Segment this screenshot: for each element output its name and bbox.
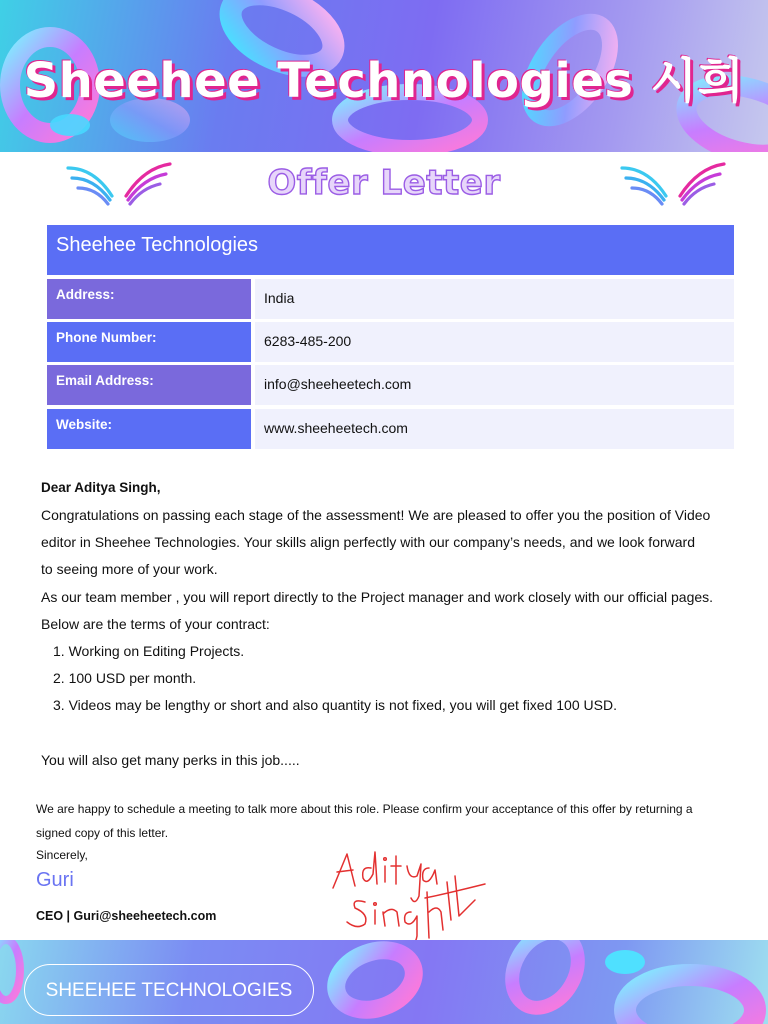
perks-line: You will also get many perks in this job..... <box>41 752 300 768</box>
info-row-email <box>47 365 734 405</box>
term-text: 100 USD per month. <box>68 670 197 686</box>
info-value-cell <box>255 365 734 405</box>
letter-paragraph-3: Below are the terms of your contract: <box>41 616 270 632</box>
company-name: Sheehee Technologies <box>56 234 259 256</box>
info-value: India <box>264 290 295 306</box>
info-label: Phone Number: <box>56 330 157 345</box>
terms-list-item: 3. Videos may be lengthy or short and also quantity is not fixed, you will get fixed 100 USD. <box>53 697 617 713</box>
signer-name: Guri <box>36 869 74 891</box>
signer-title: CEO | Guri@sheeheetech.com <box>36 909 217 923</box>
info-value: www.sheeheetech.com <box>264 420 408 436</box>
info-label: Address: <box>56 287 115 302</box>
footer-banner <box>0 940 768 1024</box>
term-text: Working on Editing Projects. <box>68 643 245 659</box>
info-value: 6283-485-200 <box>264 333 352 349</box>
info-value-cell <box>255 279 734 319</box>
footer-company-label: SHEEHEE TECHNOLOGIES <box>45 980 293 1001</box>
sign-off: Sincerely, <box>36 848 88 862</box>
info-row-address <box>47 279 734 319</box>
header-banner <box>0 0 768 152</box>
salutation: Dear Aditya Singh, <box>41 480 161 495</box>
info-value-cell <box>255 409 734 449</box>
info-label-cell <box>47 365 251 405</box>
letter-paragraph-1-line-1: Congratulations on passing each stage of the assessment! We are pleased to offer you the position of Video <box>41 507 711 523</box>
info-row-website <box>47 409 734 449</box>
handwritten-signature <box>325 840 505 950</box>
page-title: Sheehee Technologies 시희 <box>23 53 745 109</box>
letter-paragraph-1-line-2: editor in Sheehee Technologies. Your skills align perfectly with our company’s needs, and we look forward <box>41 534 695 550</box>
letter-paragraph-1-line-3: to seeing more of your work. <box>41 561 218 577</box>
company-name-bar <box>47 225 734 275</box>
info-label: Email Address: <box>56 373 154 388</box>
closing-line-1: We are happy to schedule a meeting to talk more about this role. Please confirm your acceptance of this offer by returning a <box>36 802 693 816</box>
footer-company-pill <box>24 964 314 1016</box>
info-value: info@sheeheetech.com <box>264 376 412 392</box>
info-label-cell <box>47 409 251 449</box>
info-value-cell <box>255 322 734 362</box>
terms-list-item: 1. Working on Editing Projects. <box>53 643 245 659</box>
info-label: Website: <box>56 417 113 432</box>
info-row-phone <box>47 322 734 362</box>
offer-letter-title: Offer Letter <box>267 163 501 203</box>
letter-paragraph-2: As our team member , you will report directly to the Project manager and work closely with our official pages. <box>41 589 714 605</box>
info-label-cell <box>47 279 251 319</box>
closing-line-2: signed copy of this letter. <box>36 826 169 840</box>
terms-list-item: 2. 100 USD per month. <box>53 670 197 686</box>
info-label-cell <box>47 322 251 362</box>
term-text: Videos may be lengthy or short and also quantity is not fixed, you will get fixed 100 USD. <box>68 697 617 713</box>
